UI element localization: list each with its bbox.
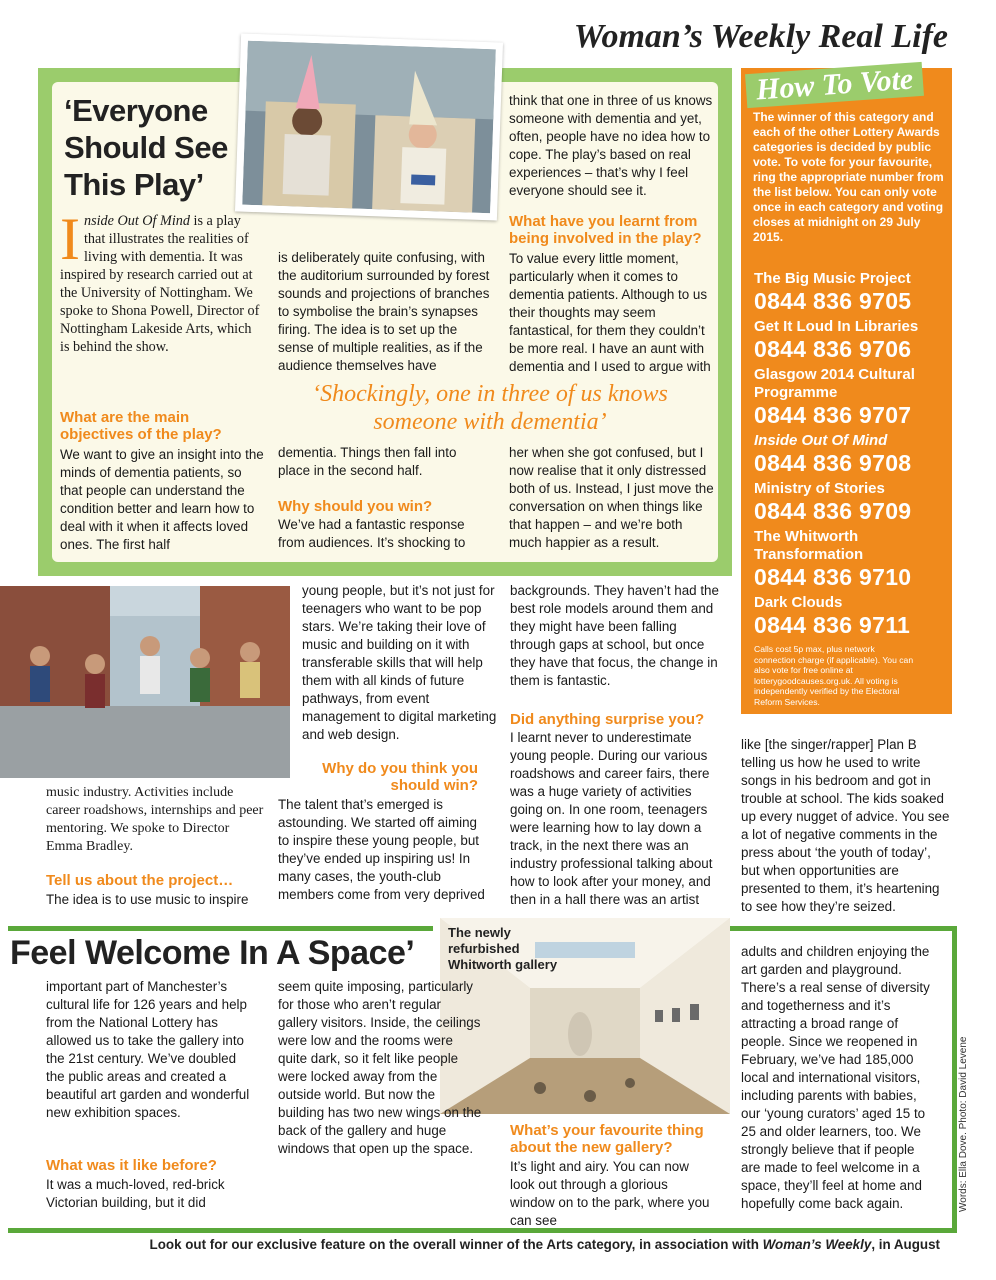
gallery-answer-1: It was a much-loved, red-brick Victorian building, but it did <box>46 1177 225 1210</box>
vote-entry-name: Get It Loud In Libraries <box>754 318 919 335</box>
music-answer-1: The idea is to use music to inspire <box>46 892 249 907</box>
play-answer-2: We’ve had a fantastic response from audiences. It’s shocking to <box>278 517 466 550</box>
vote-list <box>754 270 950 707</box>
play-intro <box>60 206 260 356</box>
footer-note <box>60 1237 940 1252</box>
vote-entry <box>754 480 950 524</box>
gallery-col2: seem quite imposing, particularly for those who aren’t regular gallery visitors. Inside, the ceilings were low and the rooms were quite dark, so it felt like people were locked away from the outside world. But now the building has two new wings on the back of the gallery and huge windows that open up the space. <box>278 979 482 1156</box>
vote-entry <box>754 318 950 362</box>
music-intro: music industry. Activities include career roadshows, internships and peer mentoring. We spoke to Director Emma Bradley. <box>46 785 264 854</box>
play-intro-text: is a play that illustrates the realities of living with dementia. It was inspired by research carried out at the University of Nottingham. We spoke to Shona Powell, Director of Nottingham Lakeside Arts, which is behind the show. <box>60 213 260 355</box>
vote-entry-number: 0844 836 9707 <box>754 402 912 428</box>
music-question-2: Why do you think you should win? <box>322 760 478 794</box>
gallery-col4: adults and children enjoying the art garden and playground. There’s a real sense of diversity and togetherness and it’s attracting a broad range of people. Since we reopened in February, we’ve had 185,000 local and international visitors, including parents with babies, our ‘young curators’ aged 15 to 25 and older learners, too. We strongly believe that if people are made to feel welcome in a space, they’ll feel at home and hopefully come back again. <box>741 944 930 1211</box>
play-photo-image <box>242 41 496 214</box>
gallery-question-1: What was it like before? <box>46 1157 217 1174</box>
gallery-title: Feel Welcome In A Space’ <box>10 934 415 972</box>
play-intro-title: nside Out Of Mind <box>83 213 190 229</box>
vote-entry-number: 0844 836 9708 <box>754 450 912 476</box>
gallery-caption: The newly refurbished Whitworth gallery <box>448 925 558 972</box>
vote-entry-name: Inside Out Of Mind <box>754 432 888 449</box>
play-col2-top: is deliberately quite confusing, with the auditorium surrounded by forest sounds and projections of branches to symbolise the brain’s synapses firing. The idea is to set up the sense of multiple realities, as if the audience themselves have <box>278 250 490 373</box>
vote-entry <box>754 528 950 590</box>
vote-entry-number: 0844 836 9705 <box>754 288 912 314</box>
play-photo <box>235 33 503 220</box>
music-photo <box>0 586 290 778</box>
gallery-question-2: What’s your favourite thing about the new gallery? <box>510 1122 704 1156</box>
music-question-3: Did anything surprise you? <box>510 711 705 728</box>
music-photo-image <box>0 586 290 778</box>
vote-entry-name: Dark Clouds <box>754 594 843 611</box>
vote-fine-print: Calls cost 5p max, plus network connection charge (if applicable). You can also vote for free online at lotterygoodcauses.org.uk. All voting is independently verified by the Electoral Reform Services. <box>754 644 914 707</box>
play-title-line: Should See <box>64 130 228 165</box>
masthead: Woman’s Weekly Real Life <box>573 18 948 55</box>
vote-entry-number: 0844 836 9710 <box>754 564 912 590</box>
vote-entry-number: 0844 836 9711 <box>754 612 911 638</box>
vote-entry <box>754 270 950 314</box>
footer-text-end: , in August <box>871 1237 940 1252</box>
play-title <box>64 92 244 203</box>
footer-publication: Woman’s Weekly <box>762 1237 872 1252</box>
music-answer-3: I learnt never to underestimate young people. During our various roadshows and career fairs, there was a huge variety of activities going on. In one room, teenagers were learning how to lay down a track, in the next there was an industry professional talking about how to look after your money, and then in a hall there was an artist <box>510 730 713 907</box>
play-title-line: This Play’ <box>64 167 204 202</box>
gallery-col1: important part of Manchester’s cultural life for 126 years and help from the National Lottery has allowed us to take the gallery into the 21st century. We’ve doubled the public areas and created a beautiful art garden and wonderful new exhibition spaces. <box>46 979 250 1120</box>
vote-entry <box>754 594 950 638</box>
vote-entry <box>754 432 950 476</box>
footer-text: Look out for our exclusive feature on the overall winner of the Arts category, in association with <box>149 1237 763 1252</box>
play-answer-1: We want to give an insight into the minds of dementia patients, so that people can understand the condition better and learn how to deal with it when it affects loved ones. The first half <box>60 447 264 552</box>
gallery-answer-2: It’s light and airy. You can now look out through a glorious window on to the park, where you can see <box>510 1159 710 1228</box>
vote-entry-name: The Whitworth Transformation <box>754 528 864 563</box>
play-col2-bottom: dementia. Things then fall into place in the second half. <box>278 445 457 478</box>
photo-credit: Words: Ella Dove. Photo: David Levene <box>958 1036 969 1212</box>
gallery-frame-top-left <box>8 926 433 931</box>
music-col4: like [the singer/rapper] Plan B telling us how he used to write songs in his bedroom and got in trouble at school. The kids soaked up every nugget of advice. You see a lot of negative comments in the press about ‘the youth of today’, but when opportunities are presented to them, it’s heartening to see how they’re seized. <box>741 737 950 914</box>
vote-entry <box>754 366 950 428</box>
play-answer-3: To value every little moment, particularly when it comes to dementia patients. Although to us their thoughts may seem fantastical, for them they couldn’t be more real. I have an aunt with dementia and I used to argue with <box>509 251 711 374</box>
gallery-frame-bottom <box>8 1228 957 1233</box>
vote-entry-number: 0844 836 9706 <box>754 336 912 362</box>
drop-cap: I <box>60 206 80 272</box>
play-question-3: What have you learnt from being involved in the play? <box>509 213 702 247</box>
music-answer-2: The talent that’s emerged is astounding. We started off aiming to inspire these young people, but they’ve ended up inspiring us! In many cases, the youth-club members come from very deprived <box>278 797 485 902</box>
music-col2-top: young people, but it’s not just for teenagers who want to be pop stars. We’re taking their love of music and building on it with transferable skills that will help them with all kinds of future pathways, from event management to digital marketing and web design. <box>302 583 497 742</box>
music-col3-top: backgrounds. They haven’t had the best role models around them and they might have been falling through gaps at school, but once they have that focus, the change in them is fantastic. <box>510 583 719 688</box>
vote-entry-name: Ministry of Stories <box>754 480 885 497</box>
play-question-1: What are the main objectives of the play? <box>60 409 222 443</box>
vote-intro: The winner of this category and each of the other Lottery Awards categories is decided by public vote. To vote for your favourite, ring the appropriate number from the list below. You can only vote once in each category and voting closes at midnight on 29 July 2015. <box>753 110 944 244</box>
play-title-line: ‘Everyone <box>64 93 208 128</box>
gallery-frame-top-right <box>728 926 957 931</box>
vote-entry-name: The Big Music Project <box>754 270 911 287</box>
vote-title: How To Vote <box>745 62 924 108</box>
play-col3-bottom: her when she got confused, but I now realise that it only distressed both of us. Instead, I just move the conversation on when things like that happen – and we’re both much happier as a result. <box>509 445 714 550</box>
vote-entry-name: Glasgow 2014 Cultural Programme <box>754 366 915 401</box>
pull-quote: ‘Shockingly, one in three of us knows someone with dementia’ <box>312 381 668 435</box>
play-col3-top: think that one in three of us knows someone with dementia and yet, often, people have no idea how to cope. The play’s based on real experiences – that’s why I feel everyone should see it. <box>509 93 713 198</box>
music-question-1: Tell us about the project… <box>46 872 234 889</box>
play-question-2: Why should you win? <box>278 498 433 515</box>
vote-entry-number: 0844 836 9709 <box>754 498 912 524</box>
